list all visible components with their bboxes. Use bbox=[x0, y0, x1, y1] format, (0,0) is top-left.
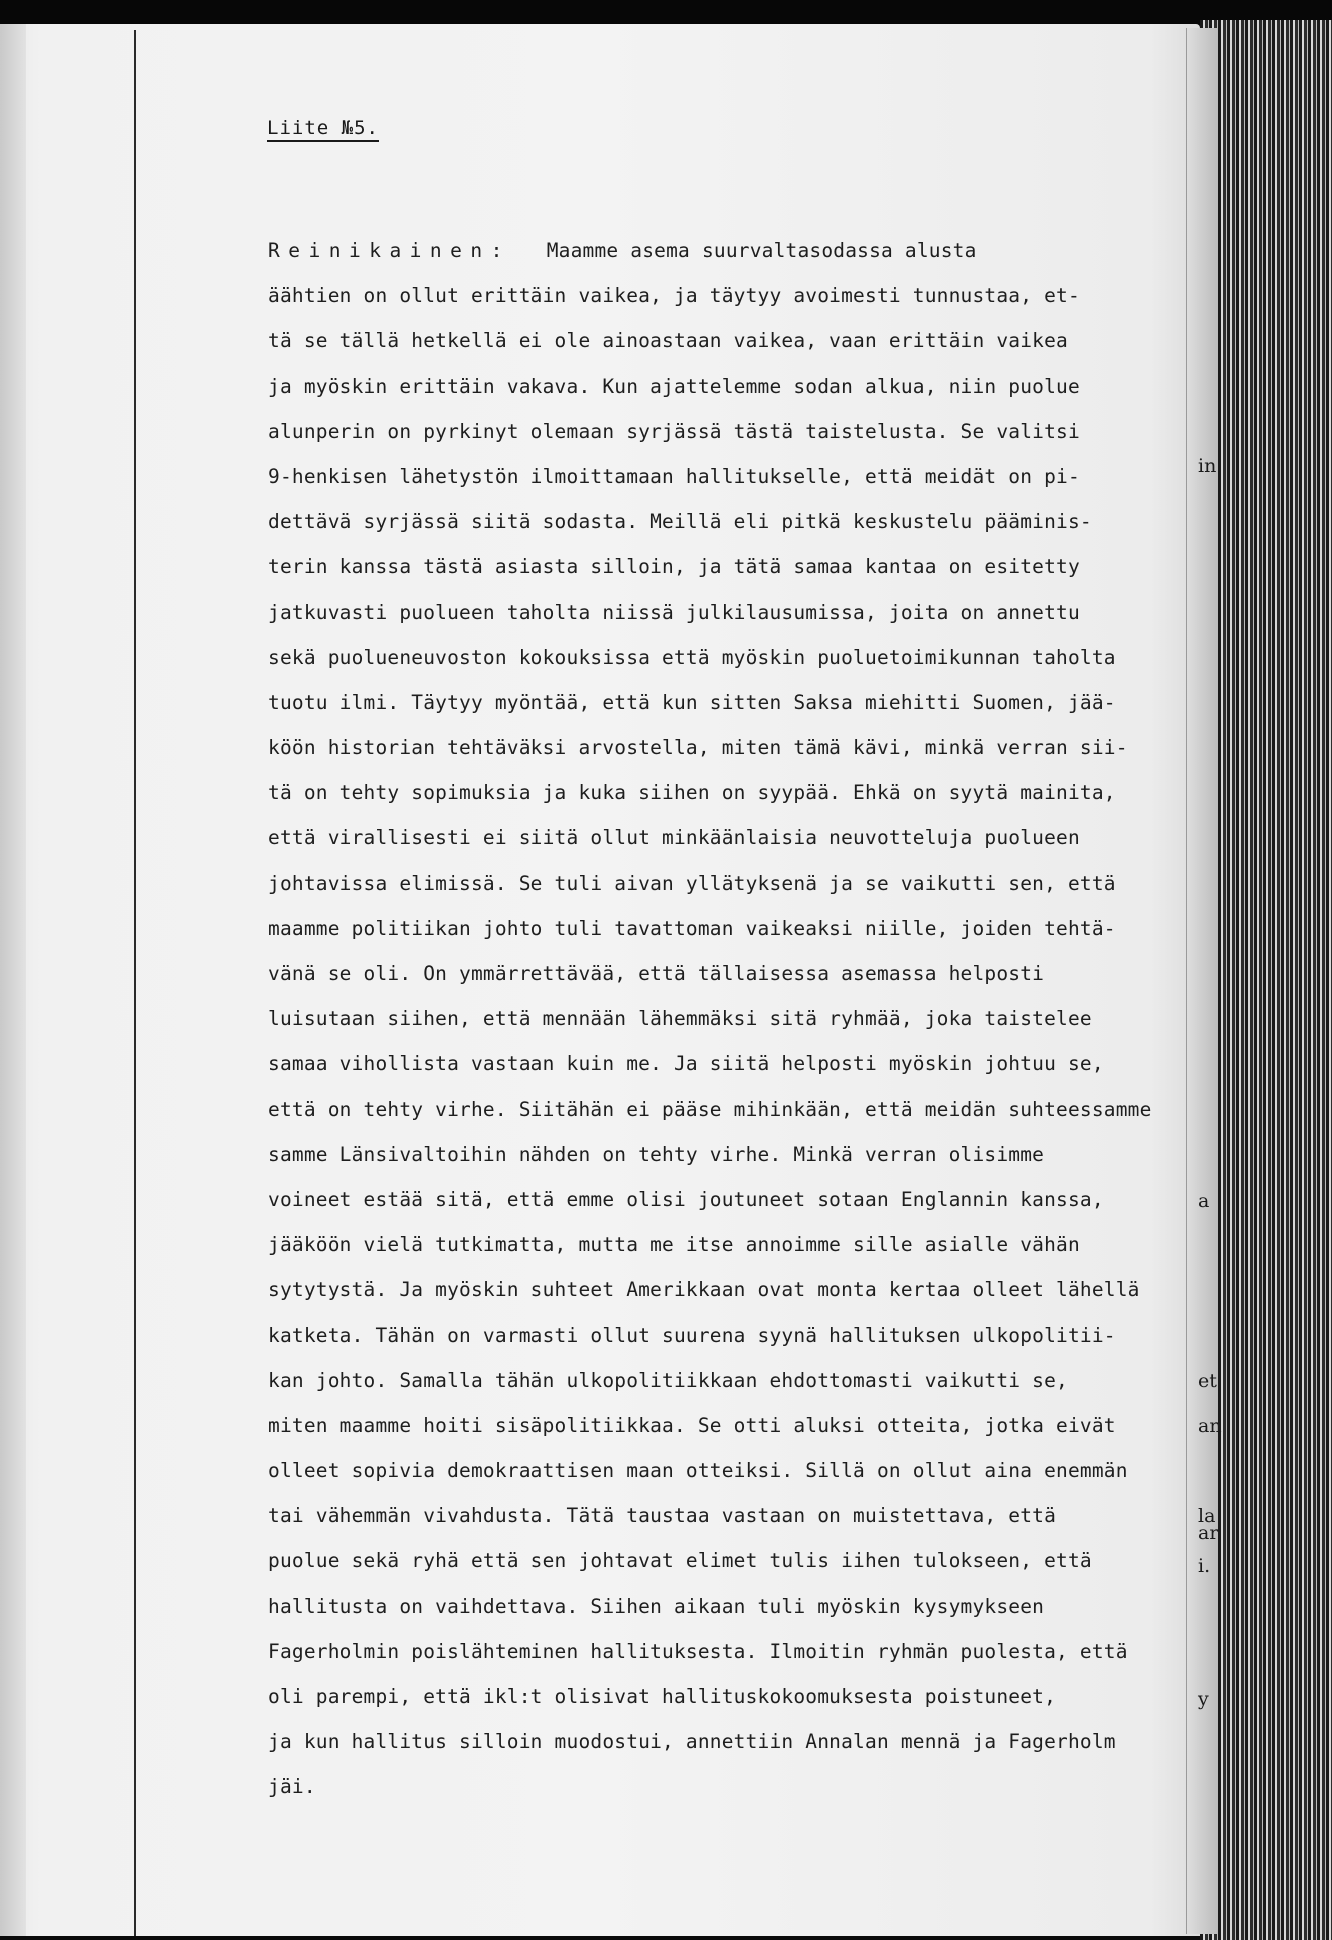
text-line: johtavissa elimissä. Se tuli aivan yllätyksenä ja se vaikutti sen, että bbox=[268, 871, 1116, 895]
text-line: että on tehty virhe. Siitähän ei pääse mihinkään, että meidän suhteessamme bbox=[268, 1097, 1152, 1121]
text-line: kan johto. Samalla tähän ulkopolitiikkaan ehdottomasti vaikutti se, bbox=[268, 1368, 1068, 1392]
text-line: jäi. bbox=[268, 1775, 316, 1799]
text-line: Fagerholmin poislähteminen hallituksesta. Ilmoitin ryhmän puolesta, että bbox=[268, 1639, 1128, 1663]
text-line: jääköön vielä tutkimatta, mutta me itse annoimme sille asialle vähän bbox=[268, 1233, 1080, 1257]
text-line: Reinikainen: Maamme asema suurvaltasodassa alusta bbox=[268, 239, 977, 262]
text-line: tai vähemmän vivahdusta. Tätä taustaa vastaan on muistettava, että bbox=[268, 1504, 1057, 1528]
speaker-name: Reinikainen: bbox=[268, 239, 511, 262]
margin-fragment: la bbox=[1198, 1505, 1216, 1527]
margin-fragment: a bbox=[1198, 1190, 1210, 1212]
text-line: terin kanssa tästä asiasta silloin, ja tätä samaa kantaa on esitetty bbox=[268, 555, 1080, 579]
text-line: ja kun hallitus silloin muodostui, annettiin Annalan mennä ja Fagerholm bbox=[268, 1730, 1116, 1754]
margin-fragment: ar bbox=[1198, 1522, 1219, 1544]
text-line: köön historian tehtäväksi arvostella, miten tämä kävi, minkä verran sii- bbox=[268, 736, 1128, 760]
text-line: samme Länsivaltoihin nähden on tehty virhe. Minkä verran olisimme bbox=[268, 1142, 1045, 1166]
binding-rule bbox=[134, 30, 136, 1936]
margin-fragment: in bbox=[1198, 455, 1217, 477]
text-line: tä se tällä hetkellä ei ole ainoastaan vaikea, vaan erittäin vaikea bbox=[268, 329, 1068, 353]
text-line: äähtien on ollut erittäin vaikea, ja täytyy avoimesti tunnustaa, et- bbox=[268, 284, 1080, 308]
appendix-heading: Liite №5. bbox=[267, 117, 379, 142]
margin-fragment: et bbox=[1198, 1370, 1217, 1392]
text-line: 9-henkisen lähetystön ilmoittamaan hallitukselle, että meidät on pi- bbox=[268, 464, 1080, 488]
text-line: puolue sekä ryhä että sen johtavat elimet tulis iihen tulokseen, että bbox=[268, 1549, 1092, 1573]
adjacent-page-margin bbox=[1198, 0, 1238, 1940]
text-line: vänä se oli. On ymmärrettävää, että tällaisessa asemassa helposti bbox=[268, 962, 1045, 985]
text-line: jatkuvasti puolueen taholta niissä julkilausumissa, joita on annettu bbox=[268, 600, 1080, 624]
margin-fragment: y bbox=[1198, 1688, 1209, 1710]
text-line: voineet estää sitä, että emme olisi joutuneet sotaan Englannin kanssa, bbox=[268, 1187, 1104, 1211]
text-line: samaa vihollista vastaan kuin me. Ja siitä helposti myöskin johtuu se, bbox=[268, 1052, 1104, 1076]
text-line: maamme politiikan johto tuli tavattoman vaikeaksi niille, joiden tehtä- bbox=[268, 916, 1116, 940]
text-line: olleet sopivia demokraattisen maan otteiksi. Sillä on ollut aina enemmän bbox=[268, 1459, 1128, 1483]
margin-fragment: i. bbox=[1198, 1555, 1211, 1577]
text-line: hallitusta on vaihdettava. Siihen aikaan tuli myöskin kysymykseen bbox=[268, 1594, 1045, 1618]
text-line: miten maamme hoiti sisäpolitiikkaa. Se otti aluksi otteita, jotka eivät bbox=[268, 1413, 1116, 1437]
document-body bbox=[268, 228, 1198, 1810]
text-line: katketa. Tähän on varmasti ollut suurena syynä hallituksen ulkopolitii- bbox=[268, 1323, 1116, 1347]
text-line: sytytystä. Ja myöskin suhteet Amerikkaan ovat monta kertaa olleet lähellä bbox=[268, 1278, 1140, 1302]
text-line: alunperin on pyrkinyt olemaan syrjässä tästä taistelusta. Se valitsi bbox=[268, 419, 1080, 443]
text-line: dettävä syrjässä siitä sodasta. Meillä eli pitkä keskustelu pääminis- bbox=[268, 510, 1092, 534]
text-line: että virallisesti ei siitä ollut minkäänlaisia neuvotteluja puolueen bbox=[268, 826, 1080, 850]
text-line: ja myöskin erittäin vakava. Kun ajattelemme sodan alkua, niin puolue bbox=[268, 374, 1080, 398]
text-line: tä on tehty sopimuksia ja kuka siihen on syypää. Ehkä on syytä mainita, bbox=[268, 781, 1116, 805]
text-line: oli parempi, että ikl:t olisivat hallituskokoomuksesta poistuneet, bbox=[268, 1685, 1057, 1708]
text-line: tuotu ilmi. Täytyy myöntää, että kun sitten Saksa miehitti Suomen, jää- bbox=[268, 690, 1116, 714]
margin-fragment: an bbox=[1198, 1415, 1222, 1437]
page-binding bbox=[0, 24, 26, 1936]
text-line: sekä puolueneuvoston kokouksissa että myöskin puoluetoimikunnan taholta bbox=[268, 645, 1116, 669]
text-line: luisutaan siihen, että mennään lähemmäksi sitä ryhmää, joka taistelee bbox=[268, 1007, 1092, 1031]
